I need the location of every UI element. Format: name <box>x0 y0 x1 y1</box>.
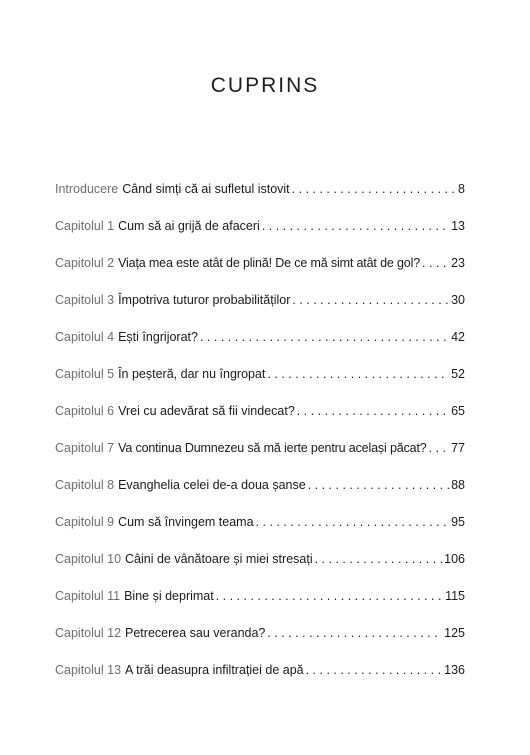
toc-entry-chapter-1 <box>55 219 465 256</box>
toc-entry-title: Când simți că ai sufletul istovit <box>122 182 290 196</box>
dot-leader <box>306 663 443 677</box>
toc-entry-chapter-13 <box>55 663 465 700</box>
toc-entry-chapter-8 <box>55 478 465 515</box>
toc-entry-label: Capitolul 12 <box>55 626 122 640</box>
toc-entry-label: Capitolul 7 <box>55 441 115 455</box>
dot-leader <box>429 441 449 455</box>
toc-entry-chapter-5 <box>55 367 465 404</box>
toc-entry-title: Vrei cu adevărat să fii vindecat? <box>118 404 295 418</box>
toc-entry-title: Bine și deprimat <box>124 589 214 603</box>
toc-entry-title: A trăi deasupra infiltrației de apă <box>125 663 304 677</box>
dot-leader <box>216 589 443 603</box>
toc-entry-title: Evanghelia celei de-a doua șanse <box>118 478 306 492</box>
toc-entry-title: În peșteră, dar nu îngropat <box>118 367 266 381</box>
toc-entry-title: Câini de vânătoare și miei stresați <box>125 552 313 566</box>
dot-leader <box>256 515 450 529</box>
toc-entry-label: Capitolul 3 <box>55 293 115 307</box>
dot-leader <box>297 404 449 418</box>
toc-entry-chapter-9 <box>55 515 465 552</box>
dot-leader <box>292 293 449 307</box>
toc-entry-label: Capitolul 13 <box>55 663 122 677</box>
toc-entry-chapter-6 <box>55 404 465 441</box>
dot-leader <box>200 330 449 344</box>
toc-entry-label: Capitolul 6 <box>55 404 115 418</box>
toc-entry-page: 13 <box>451 219 465 233</box>
toc-entry-label: Capitolul 11 <box>55 589 121 603</box>
toc-entry-title: Împotriva tuturor probabilităților <box>118 293 291 307</box>
toc-entry-chapter-7 <box>55 441 465 478</box>
toc-entry-chapter-12 <box>55 626 465 663</box>
toc-entry-page: 30 <box>451 293 465 307</box>
dot-leader <box>308 478 449 492</box>
toc-entry-title: Cum să învingem teama <box>118 515 254 529</box>
toc-entry-page: 106 <box>444 552 465 566</box>
toc-entry-page: 88 <box>451 478 465 492</box>
toc-entry-label: Capitolul 10 <box>55 552 122 566</box>
dot-leader <box>292 182 456 196</box>
toc-entry-page: 65 <box>451 404 465 418</box>
toc-entry-title: Petrecerea sau veranda? <box>125 626 266 640</box>
toc-entry-page: 77 <box>451 441 465 455</box>
toc-entry-page: 52 <box>451 367 465 381</box>
dot-leader <box>315 552 443 566</box>
toc-entry-intro <box>55 182 465 219</box>
toc-entry-page: 23 <box>451 256 465 270</box>
toc-entry-page: 95 <box>451 515 465 529</box>
dot-leader <box>262 219 449 233</box>
toc-entry-page: 8 <box>458 182 465 196</box>
toc-entry-title: Viața mea este atât de plină! De ce mă simt atât de gol? <box>118 256 421 270</box>
toc-entry-label: Introducere <box>55 182 119 196</box>
dot-leader <box>267 626 442 640</box>
toc-entry-page: 115 <box>445 589 465 603</box>
dot-leader <box>267 367 449 381</box>
toc-entry-page: 136 <box>444 663 465 677</box>
toc-entry-chapter-11 <box>55 589 465 626</box>
toc-entry-chapter-10 <box>55 552 465 589</box>
toc-entry-label: Capitolul 8 <box>55 478 115 492</box>
toc-entry-title: Va continua Dumnezeu să mă ierte pentru același păcat? <box>118 441 427 455</box>
toc-entry-chapter-3 <box>55 293 465 330</box>
dot-leader <box>422 256 449 270</box>
toc-entry-label: Capitolul 5 <box>55 367 115 381</box>
toc-entry-title: Ești îngrijorat? <box>118 330 198 344</box>
toc-entry-label: Capitolul 9 <box>55 515 115 529</box>
toc-entry-label: Capitolul 4 <box>55 330 115 344</box>
toc-entry-page: 125 <box>444 626 465 640</box>
toc-entry-chapter-4 <box>55 330 465 367</box>
page-title: CUPRINS <box>210 74 320 97</box>
toc-entry-label: Capitolul 2 <box>55 256 115 270</box>
table-of-contents <box>55 182 465 700</box>
toc-entry-title: Cum să ai grijă de afaceri <box>118 219 260 233</box>
toc-entry-chapter-2 <box>55 256 465 293</box>
toc-entry-label: Capitolul 1 <box>55 219 115 233</box>
toc-entry-page: 42 <box>451 330 465 344</box>
